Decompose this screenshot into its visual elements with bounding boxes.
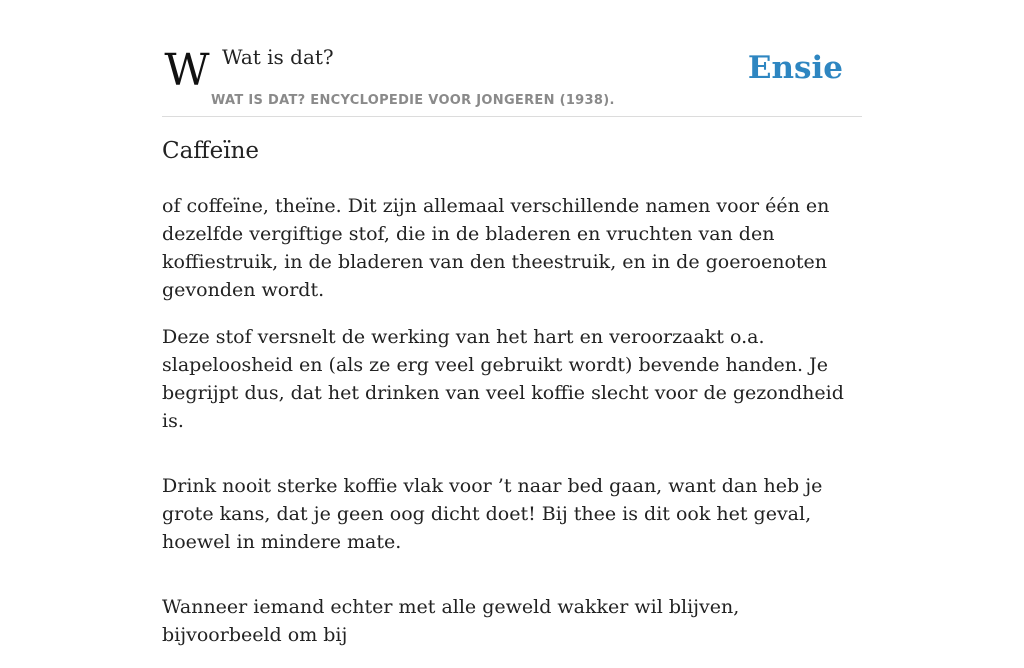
article-paragraph: Wanneer iemand echter met alle geweld wakker wil blijven, bijvoorbeeld om bij (162, 596, 740, 646)
article-title: Caffeïne (162, 138, 260, 164)
header (162, 0, 862, 117)
article-paragraph: of coffeïne, theïne. Dit zijn allemaal verschillende namen voor één en dezelfde vergiftige stof, die in de bladeren en vruchten van den koffiestruik, in de bladeren van den theestruik, en in de goeroenoten gevonden wordt. (162, 195, 830, 301)
book-subtitle: WAT IS DAT? ENCYCLOPEDIE VOOR JONGEREN (1938). (211, 93, 615, 108)
wikisource-w-icon[interactable] (164, 45, 210, 96)
svg-text:W: W (164, 45, 210, 96)
brand-link[interactable]: Ensie (747, 50, 843, 86)
content-container (162, 0, 862, 646)
article-body (162, 192, 862, 668)
book-title[interactable]: Wat is dat? (222, 45, 334, 69)
article-paragraph: Drink nooit sterke koffie vlak voor ’t naar bed gaan, want dan heb je grote kans, dat je geen oog dicht doet! Bij thee is dit ook het geval, hoewel in mindere mate. (162, 475, 823, 553)
article-paragraph: Deze stof versnelt de werking van het hart en veroorzaakt o.a. slapeloosheid en (als ze erg veel gebruikt wordt) bevende handen. Je begrijpt dus, dat het drinken van veel koffie slecht voor de gezondheid is. (162, 326, 844, 432)
